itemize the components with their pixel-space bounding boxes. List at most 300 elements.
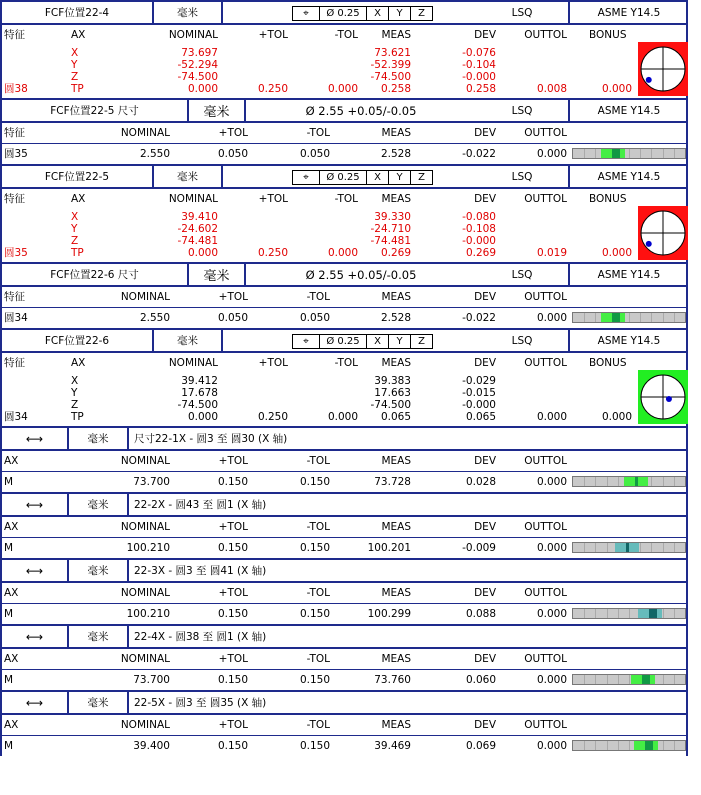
column-header: -TOL	[306, 455, 330, 467]
unit-label: 毫米	[203, 269, 230, 284]
out-tol: 0.008	[536, 83, 567, 95]
bar-tick	[595, 313, 596, 322]
bar-tick	[595, 149, 596, 158]
column-header: OUTTOL	[524, 455, 567, 467]
bar-tick	[663, 313, 664, 322]
nominal-value: 17.678	[181, 387, 218, 399]
column-header: -TOL	[306, 587, 330, 599]
plus-tol: 0.150	[217, 740, 248, 752]
bar-tick	[618, 675, 619, 684]
column-header: MEAS	[381, 719, 411, 731]
axis-row	[2, 211, 686, 223]
distance-header	[0, 624, 688, 649]
method-label: LSQ	[511, 268, 533, 281]
bar-tick	[651, 149, 652, 158]
nominal-value: -52.294	[177, 59, 218, 71]
out-tol: 0.000	[536, 148, 567, 160]
distance-row	[2, 472, 686, 492]
fcf-header	[0, 328, 688, 353]
tolerance-zone-circle	[638, 370, 688, 424]
column-header: MEAS	[381, 521, 411, 533]
bar-tick	[607, 609, 608, 618]
nominal-value: 100.210	[126, 542, 170, 554]
standard-label: ASME Y14.5	[597, 170, 661, 183]
column-header: MEAS	[381, 29, 411, 41]
out-tol: 0.000	[536, 411, 567, 423]
minus-tol: 0.050	[299, 148, 330, 160]
measured-value: 73.760	[374, 674, 411, 686]
deviation-value: -0.000	[462, 399, 496, 411]
axis-label: Z	[71, 235, 79, 247]
bar-marker	[626, 543, 629, 552]
column-header: NOMINAL	[168, 357, 218, 369]
distance-header	[0, 558, 688, 583]
nominal-value: -24.602	[177, 223, 218, 235]
minus-tol: 0.000	[327, 247, 358, 259]
bar-tick	[651, 313, 652, 322]
column-header-row	[2, 189, 686, 209]
divider	[221, 330, 223, 351]
minus-tol: 0.150	[299, 608, 330, 620]
tp-row	[2, 247, 686, 259]
bonus-value: 0.000	[601, 247, 632, 259]
divider	[127, 692, 129, 713]
column-header: +TOL	[218, 719, 248, 731]
column-header: +TOL	[218, 587, 248, 599]
column-header: NOMINAL	[120, 291, 170, 303]
deviation-value: -0.022	[462, 148, 496, 160]
minus-tol: 0.050	[299, 312, 330, 324]
bar-tick	[595, 477, 596, 486]
bar-tick	[584, 675, 585, 684]
divider	[127, 494, 129, 515]
tp-row	[2, 411, 686, 423]
measured-value: -74.500	[370, 71, 411, 83]
distance-title: 22-2X - 圆43 至 圆1 (X 轴)	[134, 499, 267, 511]
feature-control-frame	[292, 334, 433, 349]
distance-title: 22-3X - 圆3 至 圆41 (X 轴)	[134, 565, 267, 577]
out-tol: 0.000	[536, 542, 567, 554]
bar-tick	[607, 675, 608, 684]
deviation-value: -0.076	[462, 47, 496, 59]
column-header: MEAS	[381, 357, 411, 369]
column-header: MEAS	[381, 193, 411, 205]
distance-header	[0, 426, 688, 451]
distance-section	[0, 451, 688, 492]
column-header: OUTTOL	[524, 193, 567, 205]
column-header: 特征	[4, 29, 25, 41]
bar-tick	[629, 609, 630, 618]
deviation-value: -0.022	[462, 312, 496, 324]
datum-y: Y	[389, 335, 411, 348]
column-header: -TOL	[306, 291, 330, 303]
measured-value: 39.330	[374, 211, 411, 223]
bar-tick	[607, 741, 608, 750]
measured-value: 100.299	[367, 608, 411, 620]
bar-tick	[584, 313, 585, 322]
axis-label: Z	[71, 399, 79, 411]
axis-row	[2, 235, 686, 247]
size-tolerance: Ø 2.55 +0.05/-0.05	[305, 267, 417, 282]
column-header: -TOL	[334, 193, 358, 205]
size-header	[0, 98, 688, 123]
axis-label: X	[71, 47, 79, 59]
fcf-header	[0, 0, 688, 25]
measured-value: -24.710	[370, 223, 411, 235]
feature-name: 圆34	[4, 411, 28, 423]
axis-label: TP	[71, 411, 84, 423]
column-header: OUTTOL	[524, 521, 567, 533]
column-header-row	[2, 287, 686, 307]
bar-tick	[663, 741, 664, 750]
distance-arrow-icon: ⟷	[25, 497, 44, 512]
measured-value: 39.383	[374, 375, 411, 387]
column-header: -TOL	[306, 719, 330, 731]
axis-label: Z	[71, 71, 79, 83]
divider	[127, 428, 129, 449]
axis-label: TP	[71, 83, 84, 95]
tolerance-zone-circle	[638, 206, 688, 260]
divider	[221, 2, 223, 23]
column-header: NOMINAL	[120, 719, 170, 731]
deviation-value: 0.065	[465, 411, 496, 423]
nominal-value: 0.000	[187, 83, 218, 95]
measured-value: 100.201	[367, 542, 411, 554]
nominal-value: 2.550	[139, 312, 170, 324]
deviation-value: -0.029	[462, 375, 496, 387]
plus-tol: 0.050	[217, 148, 248, 160]
feature-name: 圆38	[4, 83, 28, 95]
deviation-value: 0.069	[465, 740, 496, 752]
bar-tick	[674, 543, 675, 552]
axis-label: Y	[71, 223, 78, 235]
column-header: +TOL	[218, 291, 248, 303]
axis-label: M	[4, 542, 14, 554]
plus-tol: 0.150	[217, 674, 248, 686]
distance-section	[0, 517, 688, 558]
deviation-value: 0.028	[465, 476, 496, 488]
deviation-value: 0.060	[465, 674, 496, 686]
column-header-row	[2, 715, 686, 735]
nominal-value: -74.481	[177, 235, 218, 247]
fcf-title: FCF位置22-5	[44, 171, 110, 183]
column-header: OUTTOL	[524, 587, 567, 599]
method-label: LSQ	[511, 6, 533, 19]
column-header: DEV	[474, 521, 496, 533]
bar-tick	[618, 609, 619, 618]
deviation-bar	[572, 542, 686, 553]
true-position-plot	[638, 42, 688, 96]
measured-point	[646, 241, 652, 247]
bar-tick	[640, 543, 641, 552]
column-header: NOMINAL	[120, 127, 170, 139]
measured-value: 39.469	[374, 740, 411, 752]
distance-title: 22-4X - 圆38 至 圆1 (X 轴)	[134, 631, 267, 643]
bar-tick	[663, 543, 664, 552]
column-header: DEV	[474, 127, 496, 139]
column-header: AX	[4, 587, 19, 599]
measured-value: -74.500	[370, 399, 411, 411]
nominal-value: -74.500	[177, 399, 218, 411]
bar-tick	[584, 543, 585, 552]
minus-tol: 0.150	[299, 674, 330, 686]
bonus-value: 0.000	[601, 411, 632, 423]
measured-value: 0.065	[380, 411, 411, 423]
deviation-value: -0.000	[462, 235, 496, 247]
column-header: OUTTOL	[524, 357, 567, 369]
distance-section	[0, 649, 688, 690]
bar-tick	[629, 149, 630, 158]
bar-tick	[674, 313, 675, 322]
bar-tick	[595, 741, 596, 750]
out-tol: 0.000	[536, 312, 567, 324]
deviation-value: -0.080	[462, 211, 496, 223]
tolerance-zone: Ø 0.25	[320, 171, 367, 184]
out-tol: 0.019	[536, 247, 567, 259]
nominal-value: 0.000	[187, 411, 218, 423]
column-header: -TOL	[306, 521, 330, 533]
column-header: +TOL	[218, 455, 248, 467]
method-label: LSQ	[511, 170, 533, 183]
axis-row	[2, 399, 686, 411]
column-header: -TOL	[306, 127, 330, 139]
axis-row	[2, 59, 686, 71]
measured-value: 0.269	[380, 247, 411, 259]
bar-tick	[663, 609, 664, 618]
column-header: 特征	[4, 291, 25, 303]
plus-tol: 0.050	[217, 312, 248, 324]
bar-tick	[674, 149, 675, 158]
datum-z: Z	[418, 8, 425, 19]
column-header: NOMINAL	[168, 29, 218, 41]
measured-value: 73.621	[374, 47, 411, 59]
datum-z: Z	[418, 336, 425, 347]
column-header: NOMINAL	[120, 587, 170, 599]
bar-tick	[674, 477, 675, 486]
bar-marker	[642, 675, 650, 684]
minus-tol: 0.150	[299, 740, 330, 752]
method-label: LSQ	[511, 104, 533, 117]
out-tol: 0.000	[536, 674, 567, 686]
unit-label: 毫米	[87, 697, 109, 709]
bar-tick	[629, 675, 630, 684]
column-header: DEV	[474, 719, 496, 731]
column-header: AX	[4, 719, 19, 731]
column-header: AX	[71, 193, 86, 205]
bar-tick	[607, 543, 608, 552]
axis-row	[2, 375, 686, 387]
bar-tick	[674, 741, 675, 750]
bar-tick	[640, 149, 641, 158]
bar-tick	[663, 149, 664, 158]
size-row	[2, 144, 686, 164]
minus-tol: 0.000	[327, 83, 358, 95]
distance-row	[2, 736, 686, 756]
measured-value: 0.258	[380, 83, 411, 95]
datum-x: X	[367, 171, 389, 184]
datum-y: Y	[389, 171, 411, 184]
column-header: DEV	[474, 653, 496, 665]
column-header: -TOL	[334, 29, 358, 41]
column-header: 特征	[4, 357, 25, 369]
column-header: AX	[71, 357, 86, 369]
measured-value: 73.728	[374, 476, 411, 488]
true-position-plot	[638, 206, 688, 260]
column-header: +TOL	[258, 29, 288, 41]
column-header: NOMINAL	[120, 521, 170, 533]
column-header: 特征	[4, 127, 25, 139]
axis-label: X	[71, 375, 79, 387]
column-header: +TOL	[258, 357, 288, 369]
bar-tick	[618, 477, 619, 486]
measured-point	[646, 77, 652, 83]
standard-label: ASME Y14.5	[597, 334, 661, 347]
out-tol: 0.000	[536, 740, 567, 752]
column-header-row	[2, 583, 686, 603]
nominal-value: 100.210	[126, 608, 170, 620]
column-header: BONUS	[589, 357, 627, 369]
nominal-value: 0.000	[187, 247, 218, 259]
bonus-value: 0.000	[601, 83, 632, 95]
deviation-bar	[572, 674, 686, 685]
column-header: NOMINAL	[120, 455, 170, 467]
standard-label: ASME Y14.5	[597, 6, 661, 19]
unit-label: 毫米	[87, 565, 109, 577]
axis-label: Y	[71, 387, 78, 399]
bar-marker	[645, 741, 653, 750]
plus-tol: 0.150	[217, 608, 248, 620]
column-header: BONUS	[589, 29, 627, 41]
plus-tol: 0.150	[217, 476, 248, 488]
true-position-plot	[638, 370, 688, 424]
bar-tick	[595, 609, 596, 618]
deviation-bar	[572, 312, 686, 323]
tolerance-zone-circle	[638, 42, 688, 96]
column-header-row	[2, 517, 686, 537]
size-row	[2, 308, 686, 328]
unit-label: 毫米	[87, 433, 109, 445]
column-header-row	[2, 649, 686, 669]
deviation-value: 0.258	[465, 83, 496, 95]
distance-title: 22-5X - 圆3 至 圆35 (X 轴)	[134, 697, 267, 709]
axis-row	[2, 223, 686, 235]
column-header: +TOL	[218, 521, 248, 533]
column-header: MEAS	[381, 291, 411, 303]
column-header: +TOL	[218, 127, 248, 139]
deviation-value: -0.104	[462, 59, 496, 71]
fcf-title: FCF位置22-6	[44, 335, 110, 347]
bar-tick	[663, 675, 664, 684]
bar-tick	[640, 313, 641, 322]
deviation-value: 0.269	[465, 247, 496, 259]
column-header: NOMINAL	[120, 653, 170, 665]
standard-label: ASME Y14.5	[597, 104, 661, 117]
column-header: +TOL	[258, 193, 288, 205]
feature-name: 圆35	[4, 247, 28, 259]
distance-arrow-icon: ⟷	[25, 431, 44, 446]
bar-tick	[618, 741, 619, 750]
column-header-row	[2, 123, 686, 143]
nominal-value: 39.412	[181, 375, 218, 387]
distance-header	[0, 492, 688, 517]
position-section	[0, 189, 688, 262]
measured-value: -52.399	[370, 59, 411, 71]
bar-marker	[612, 149, 620, 158]
datum-x: X	[367, 7, 389, 20]
column-header: OUTTOL	[524, 29, 567, 41]
size-tolerance: Ø 2.55 +0.05/-0.05	[305, 103, 417, 118]
distance-arrow-icon: ⟷	[25, 629, 44, 644]
bar-tick	[584, 149, 585, 158]
nominal-value: 2.550	[139, 148, 170, 160]
column-header: NOMINAL	[168, 193, 218, 205]
bar-tick	[629, 741, 630, 750]
column-header: BONUS	[589, 193, 627, 205]
feature-name: 圆34	[4, 312, 28, 324]
axis-label: M	[4, 608, 14, 620]
standard-label: ASME Y14.5	[597, 268, 661, 281]
bar-tick	[651, 477, 652, 486]
unit-label: 毫米	[177, 335, 198, 347]
column-header: DEV	[474, 587, 496, 599]
distance-row	[2, 604, 686, 624]
datum-y: Y	[389, 7, 411, 20]
deviation-bar	[572, 740, 686, 751]
distance-title: 尺寸22-1X - 圆3 至 圆30 (X 轴)	[134, 433, 288, 445]
column-header: AX	[4, 455, 19, 467]
column-header: OUTTOL	[524, 653, 567, 665]
measured-value: 2.528	[380, 312, 411, 324]
axis-label: Y	[71, 59, 78, 71]
fcf-header	[0, 164, 688, 189]
tp-row	[2, 83, 686, 95]
bar-tick	[674, 609, 675, 618]
deviation-bar	[572, 476, 686, 487]
deviation-value: -0.108	[462, 223, 496, 235]
minus-tol: 0.150	[299, 476, 330, 488]
column-header: MEAS	[381, 455, 411, 467]
deviation-value: -0.009	[462, 542, 496, 554]
size-header	[0, 262, 688, 287]
column-header: MEAS	[381, 127, 411, 139]
bar-tick	[607, 477, 608, 486]
column-header-row	[2, 353, 686, 373]
nominal-value: 73.700	[133, 476, 170, 488]
plus-tol: 0.250	[257, 247, 288, 259]
deviation-bar	[572, 148, 686, 159]
column-header: 特征	[4, 193, 25, 205]
bar-marker	[612, 313, 620, 322]
size-title: FCF位置22-5 尺寸	[50, 105, 139, 117]
distance-section	[0, 715, 688, 756]
unit-label: 毫米	[87, 499, 109, 511]
column-header: DEV	[474, 193, 496, 205]
axis-row	[2, 47, 686, 59]
size-section	[0, 287, 688, 328]
column-header: DEV	[474, 29, 496, 41]
column-header-row	[2, 451, 686, 471]
nominal-value: -74.500	[177, 71, 218, 83]
measured-value: 2.528	[380, 148, 411, 160]
bar-tick	[595, 543, 596, 552]
deviation-value: -0.015	[462, 387, 496, 399]
column-header: OUTTOL	[524, 719, 567, 731]
position-section	[0, 353, 688, 426]
bar-tick	[595, 675, 596, 684]
nominal-value: 73.700	[133, 674, 170, 686]
feature-control-frame	[292, 6, 433, 21]
distance-row	[2, 670, 686, 690]
